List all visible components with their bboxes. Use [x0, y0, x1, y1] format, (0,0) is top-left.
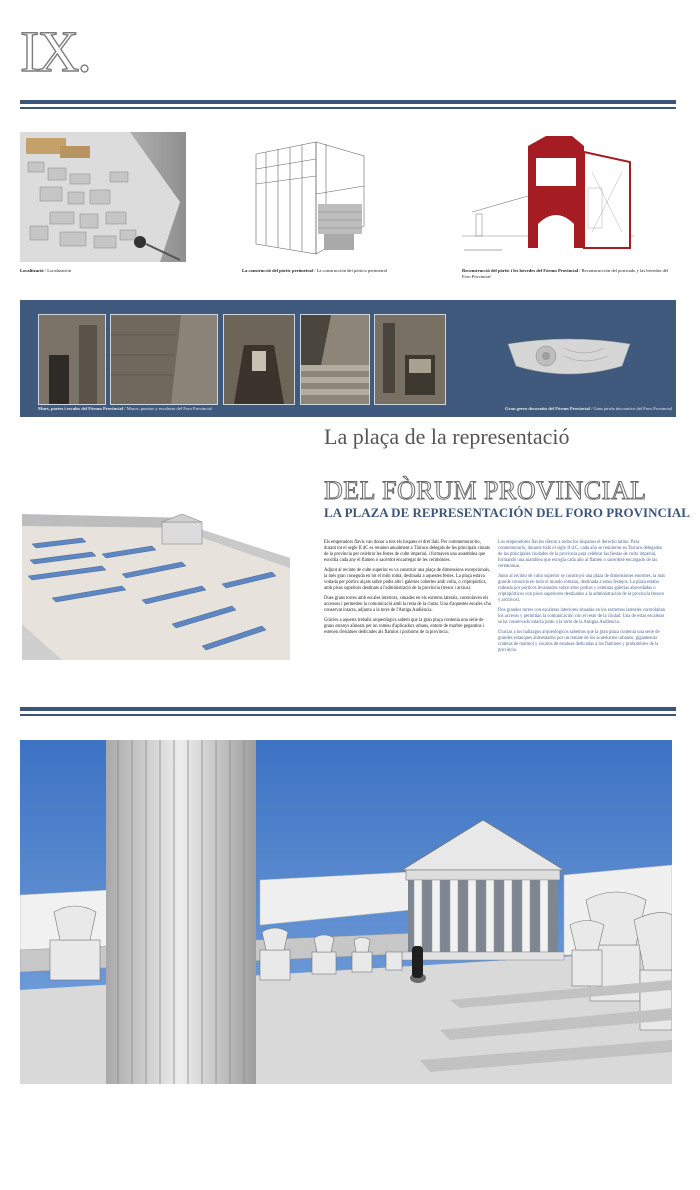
caption-portico-construction: La construcció del pòrtic perimetral / La construcción del pórtico perimetral	[242, 268, 387, 273]
caption-localization: Localització / Localización	[20, 268, 72, 273]
photo-excavation	[374, 314, 446, 405]
text-column-spanish: Los emperadores flavios dieron a todos los hispanos el derecho latino. Para conmemorarlo, durante todo el siglo II d.C. cada año se reunieron en Tarraco delegados de las principales ciudades de la provincia para celebrar las fiestas de culto imperial, formando una asamblea que escogía cada año al flamen o sacerdote encargado de las ceremonias. Junto al recinto de culto superior se construyó una plaza de dimensiones enormes, la más grande conocida en todo el mundo romano, destinada a estos festejos. La plaza estaba rodeada por pórticos levantados sobre altos podios y extensas galerías abovedadas o criptopórticos con pisos superiores destinados a la administración de la provincia (tesoro y archivos). Dos grandes torres con escaleras interiores situadas en los extremos laterales controlaban los accesos y permitían la comunicación con el resto de la ciudad. Una de estas escaleras se ha conservado intacta junto a la torre de la Antigua Audiencia. Gracias a los hallazgos arqueológicos sabemos que la gran plaza contenía una serie de grandes estanques alimentados por un remate de los acueductos urbanos, gigantescas cráteras de mármol y zócalos de estatuas dedicadas a los flamines y prohombres de la provincia.	[498, 540, 666, 653]
caption-portico-reconstruction: Reconstrucció del pòrtic i les bòvedes del Fòrum Provincial / Reconstrucción del porticado y las bóvedas del Foro Provincial	[462, 268, 669, 279]
section-title-outline: DEL FÒRUM PROVINCIAL	[324, 476, 647, 505]
portico-construction-drawing	[246, 134, 376, 260]
divider	[20, 714, 676, 716]
divider	[20, 707, 676, 711]
vault-section-drawing	[462, 132, 634, 260]
forum-reconstruction-render	[20, 740, 672, 1084]
section-title: La plaça de la representació	[324, 424, 570, 449]
photo-wall-gate	[38, 314, 106, 405]
aerial-city-image	[20, 132, 186, 262]
divider	[20, 107, 676, 109]
caption-decorative-vase: Gran gerro decoratiu del Fòrum Provincial / Gran jarrón decorativo del Foro Provincial	[505, 406, 672, 411]
photo-stairway-corridor	[223, 314, 295, 405]
photo-panel	[20, 300, 676, 417]
photo-stone-wall	[110, 314, 218, 405]
caption-walls-doors-stairs: Murs, portes i escales del Fòrum Provincial / Muros, puertas y escaleras del Foro Provincial	[38, 406, 212, 411]
photo-stone-steps	[300, 314, 370, 405]
section-subtitle-es: LA PLAZA DE REPRESENTACIÓN DEL FORO PROVINCIAL	[324, 505, 690, 520]
divider	[20, 100, 676, 104]
text-column-catalan: Els emperadors flavis van donar a tots els hispans el dret llatí. Per commemorar-ho, durant tot el segle II dC es reunien anualment a Tàrraco delegats de les principals ciutats de la província per celebrar les festes de culte imperial, i formaven una assemblea que escollia cada any el flamen o sacerdot encarregat de les cerimònies. Adjunt al recinte de culte superior es va construir una plaça de dimensions excepcionals, la més gran coneguda en tot el món romà, destinada a aquestes festes. La plaça estava voltada per pòrtics alçats sobre podis alts i galeries cobertes amb volta, o criptopòrtics, amb pisos superiors destinats a l'administració de la província (tresor i arxius). Dues grans torres amb escales interiors, situades en els extrems laterals, controlaven els accessos i permetien la comunicació amb la resta de la ciutat. Una d'aquestes escales s'ha conservat intacta, adjunta a la torre de l'Antiga Audiència. Gràcies a aquests treballs arqueològics sabem que la gran plaça contenia una sèrie de grans estanys alineats per un romeu d'aplicadors urbans, entorn de marbre gegantins i estenen d'estàtues dedicades als flamins i prohoms de la província.	[324, 540, 491, 635]
chapter-number: IX.	[20, 19, 90, 84]
plaza-3d-render	[22, 514, 290, 660]
decorative-vase-fragment	[504, 336, 634, 382]
